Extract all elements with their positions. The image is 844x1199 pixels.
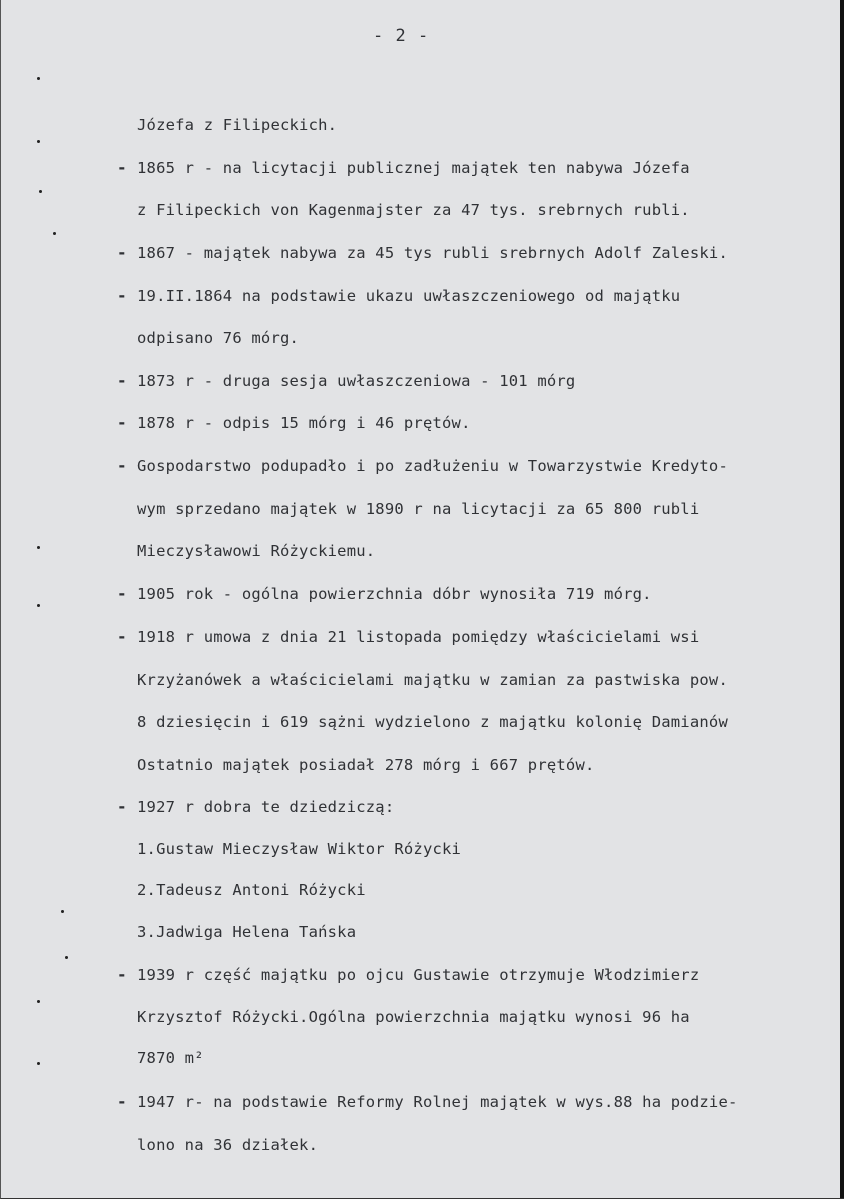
text-line: 2.Tadeusz Antoni Różycki: [137, 881, 366, 899]
margin-mark: [37, 546, 40, 549]
text-line: 1918 r umowa z dnia 21 listopada pomiędzy właścicielami wsi: [137, 628, 700, 646]
bullet-dash: -: [117, 1092, 127, 1111]
margin-mark: [53, 232, 56, 235]
scan-edge: [840, 0, 844, 1199]
margin-mark: [37, 140, 40, 143]
text-line: 1905 rok - ogólna powierzchnia dóbr wynosiła 719 mórg.: [137, 585, 652, 603]
text-line: 1865 r - na licytacji publicznej majątek ten nabywa Józefa: [137, 159, 690, 177]
bullet-dash: -: [117, 158, 127, 177]
margin-mark: [37, 77, 40, 80]
text-line: wym sprzedano majątek w 1890 r na licytacji za 65 800 rubli: [137, 500, 700, 518]
text-line: 8 dziesięcin i 619 sążni wydzielono z majątku kolonię Damianów: [137, 713, 728, 731]
margin-mark: [37, 1062, 40, 1065]
margin-mark: [65, 956, 68, 959]
bullet-dash: -: [117, 413, 127, 432]
text-line: 1873 r - druga sesja uwłaszczeniowa - 101 mórg: [137, 372, 576, 390]
text-line: 1.Gustaw Mieczysław Wiktor Różycki: [137, 840, 462, 858]
margin-mark: [37, 604, 40, 607]
text-line: lono na 36 działek.: [137, 1136, 319, 1154]
text-line: Mieczysławowi Różyckiemu.: [137, 542, 376, 560]
bullet-dash: -: [117, 286, 127, 305]
margin-mark: [37, 1000, 40, 1003]
text-line: 1927 r dobra te dziedziczą:: [137, 798, 395, 816]
text-line: 1867 - majątek nabywa za 45 tys rubli srebrnych Adolf Zaleski.: [137, 244, 728, 262]
page-number: - 2 -: [373, 26, 430, 46]
margin-mark: [61, 910, 64, 913]
bullet-dash: -: [117, 456, 127, 475]
text-line: odpisano 76 mórg.: [137, 329, 300, 347]
bullet-dash: -: [117, 965, 127, 984]
text-line: Krzyżanówek a właścicielami majątku w zamian za pastwiska pow.: [137, 671, 728, 689]
text-line: Ostatnio majątek posiadał 278 mórg i 667 prętów.: [137, 756, 595, 774]
bullet-dash: -: [117, 627, 127, 646]
text-line: Krzysztof Różycki.Ogólna powierzchnia majątku wynosi 96 ha: [137, 1008, 690, 1026]
text-line: 1939 r część majątku po ojcu Gustawie otrzymuje Włodzimierz: [137, 966, 700, 984]
bullet-dash: -: [117, 371, 127, 390]
text-line: 1947 r- na podstawie Reformy Rolnej majątek w wys.88 ha podzie-: [137, 1093, 738, 1111]
text-line: 3.Jadwiga Helena Tańska: [137, 923, 357, 941]
text-line: Gospodarstwo podupadło i po zadłużeniu w Towarzystwie Kredyto-: [137, 457, 728, 475]
text-line: z Filipeckich von Kagenmajster za 47 tys. srebrnych rubli.: [137, 201, 690, 219]
bullet-dash: -: [117, 797, 127, 816]
text-line: 1878 r - odpis 15 mórg i 46 prętów.: [137, 414, 471, 432]
text-line: Józefa z Filipeckich.: [137, 116, 338, 134]
text-line: 7870 m²: [137, 1049, 204, 1067]
bullet-dash: -: [117, 243, 127, 262]
bullet-dash: -: [117, 584, 127, 603]
margin-mark: [39, 190, 42, 193]
text-line: 19.II.1864 na podstawie ukazu uwłaszczeniowego od majątku: [137, 287, 681, 305]
